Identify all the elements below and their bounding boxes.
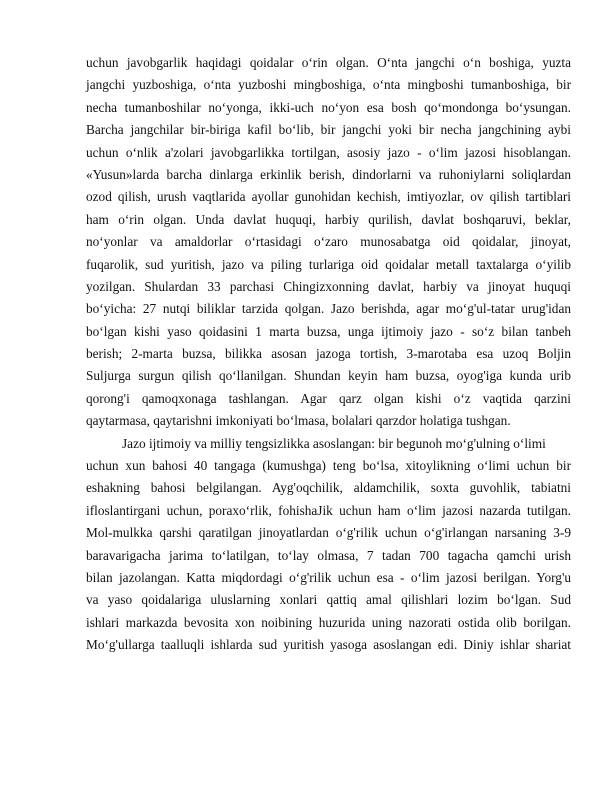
text-line: berish; 2-marta buzsa, bilikka asosan jazoga tortish, 3-marotaba esa uzoq Boljin [86, 346, 571, 362]
text-line: uchun javobgarlik haqidagi qoidalar o‘rin olgan. O‘nta jangchi o‘n boshiga, yuzta [86, 55, 571, 70]
text-line: «Yusun»larda barcha dinlarga erkinlik berish, dindorlarni va ruhoniylarni soliqlardan [86, 166, 571, 182]
text-line: va yaso qoidalariga uluslarning xonlari qattiq amal qilishlari lozim bo‘lgan. Sud [86, 592, 571, 608]
text-line: fuqarolik, sud yuritish, jazo va piling turlariga oid qoidalar metall taxtalarga o‘yilib [86, 256, 571, 272]
document-page [86, 52, 571, 657]
text-line: uchun o‘nlik a'zolari javobgarlikka tortilgan, asosiy jazo - o‘lim jazosi hisoblangan. [86, 144, 571, 160]
text-line: Jazo ijtimoiy va milliy tengsizlikka asoslangan: bir begunoh mo‘g'ulning o‘limi [122, 435, 546, 451]
text-line: bilan jazolangan. Katta miqdordagi o‘g'rilik uchun esa - o‘lim jazosi berilgan. Yorg'u [86, 569, 571, 585]
text-line: qaytarmasa, qaytarishni imkoniyati bo‘lmasa, bolalari qarzdor holatiga tushgan. [86, 413, 511, 429]
text-line: ifloslantirgani uchun, poraxo‘rlik, fohishaJik uchun ham o‘lim jazosi nazarda tutilgan. [86, 502, 571, 518]
paragraph-1 [86, 52, 571, 433]
text-line: Mo‘g'ullarga taalluqli ishlarda sud yuritish yasoga asoslangan edi. Diniy ishlar shariat [86, 637, 571, 653]
text-line: ham o‘rin olgan. Unda davlat huquqi, harbiy qurilish, davlat boshqaruvi, beklar, [86, 211, 571, 227]
paragraph-2 [86, 433, 571, 657]
text-line: yozilgan. Shulardan 33 parchasi Chingizxonning davlat, harbiy va jinoyat huquqi [86, 278, 571, 294]
text-line: baravarigacha jarima to‘latilgan, to‘lay olmasa, 7 tadan 700 tagacha qamchi urish [86, 547, 571, 563]
text-line: necha tumanboshilar no‘yonga, ikki-uch no‘yon esa bosh qo‘mondonga bo‘ysungan. [86, 99, 571, 115]
text-line: eshakning bahosi belgilangan. Ayg'oqchilik, aldamchilik, soxta guvohlik, tabiatni [86, 480, 571, 496]
text-line: no‘yonlar va amaldorlar o‘rtasidagi o‘zaro munosabatga oid qoidalar, jinoyat, [86, 234, 571, 250]
text-line: Barcha jangchilar bir-biriga kafil bo‘lib, bir jangchi yoki bir necha jangchining aybi [86, 122, 571, 138]
text-line: bo‘lgan kishi yaso qoidasini 1 marta buzsa, unga ijtimoiy jazo - so‘z bilan tanbeh [86, 323, 571, 339]
text-line: jangchi yuzboshiga, o‘nta yuzboshi mingboshiga, o‘nta mingboshi tumanboshiga, bir [86, 77, 571, 93]
text-line: ishlari markazda bevosita xon noibining huzurida uning nazorati ostida olib borilgan. [86, 614, 571, 630]
text-line: uchun xun bahosi 40 tangaga (kumushga) teng bo‘lsa, xitoylikning o‘limi uchun bir [86, 458, 571, 474]
text-line: qorong'i qamoqxonaga tashlangan. Agar qarz olgan kishi o‘z vaqtida qarzini [86, 390, 571, 406]
text-line: bo‘yicha: 27 nutqi biliklar tarzida qolgan. Jazo berishda, agar mo‘g'ul-tatar urug'idan [86, 301, 571, 317]
text-line: Suljurga surgun qilish qo‘llanilgan. Shundan keyin ham buzsa, oyog'iga kunda urib [86, 368, 571, 384]
text-line: Mol-mulkka qarshi qaratilgan jinoyatlardan o‘g'rilik uchun o‘g'irlangan narsaning 3-9 [86, 525, 571, 541]
text-line: ozod qilish, urush vaqtlarida ayollar gunohidan kechish, imtiyozlar, ov qilish tartiblari [86, 189, 571, 205]
